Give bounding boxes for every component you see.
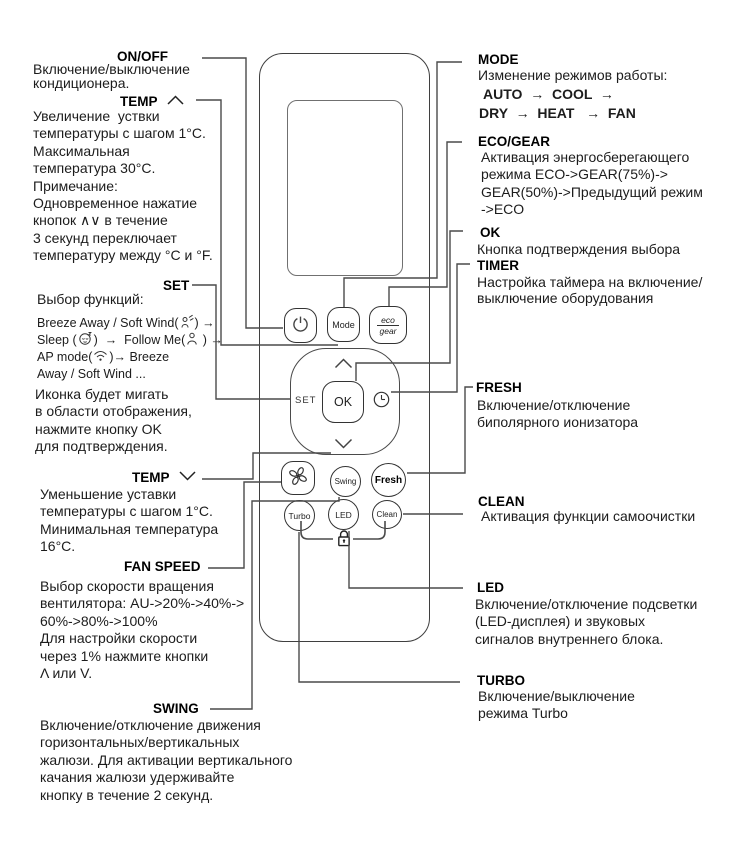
fan-icon <box>287 465 309 492</box>
fresh-description: Включение/отключение биполярного ионизатора <box>477 397 639 431</box>
ok-description: Кнопка подтверждения выбора <box>477 241 681 257</box>
swing-description: Включение/отключение движения горизонтальных/вертикальных жалюзи. Для активации вертикального качания жалюзи удерживайте кнопку в течение 2 секунд. <box>40 717 293 803</box>
set-button-label[interactable]: SET <box>295 395 317 406</box>
timer-clock-icon[interactable] <box>373 391 390 413</box>
ok-heading: OK <box>480 225 501 240</box>
set-sequence-line-3: AP mode( )→ Breeze <box>37 349 170 364</box>
turbo-heading: TURBO <box>477 673 525 688</box>
clean-heading: CLEAN <box>478 494 525 509</box>
turbo-button[interactable]: Turbo <box>284 500 315 531</box>
mode-button[interactable]: Mode <box>327 307 360 342</box>
clean-button[interactable]: Clean <box>372 500 402 529</box>
led-button[interactable]: LED <box>328 499 359 530</box>
eco-gear-button[interactable] <box>369 306 407 344</box>
mode-sequence-1: AUTO → COOL → <box>483 86 614 102</box>
follow-me-person-icon <box>185 331 199 349</box>
remote-display <box>287 100 403 276</box>
dpad-up-icon[interactable] <box>334 356 353 374</box>
power-button[interactable] <box>284 308 317 343</box>
breeze-person-icon <box>179 314 195 332</box>
swing-button[interactable]: Swing <box>330 466 361 497</box>
ok-button[interactable]: OK <box>322 381 364 423</box>
set-sequence-line-4: Away / Soft Wind ... <box>37 366 146 381</box>
swing-heading: SWING <box>153 701 199 716</box>
onoff-heading: ON/OFF <box>117 49 168 64</box>
onoff-description: Включение/выключение кондиционера. <box>33 61 190 91</box>
fresh-button[interactable]: Fresh <box>371 463 406 497</box>
timer-description: Настройка таймера на включение/ выключение оборудования <box>477 274 703 306</box>
temp-down-heading: TEMP <box>132 469 196 485</box>
set-intro: Выбор функций: <box>37 291 144 307</box>
temp-up-heading: TEMP <box>120 93 184 109</box>
set-heading: SET <box>163 278 190 293</box>
set-sequence-line-1: Breeze Away / Soft Wind( ) → <box>37 315 215 330</box>
led-description: Включение/отключение подсветки (LED-дисплея) и звуковых сигналов внутреннего блока. <box>475 596 698 647</box>
fan-speed-heading: FAN SPEED <box>124 559 201 574</box>
mode-intro: Изменение режимов работы: <box>478 67 668 83</box>
mode-heading: MODE <box>478 52 519 67</box>
set-note: Иконка будет мигать в области отображения, нажмите кнопку OK для подтверждения. <box>35 386 192 455</box>
fresh-heading: FRESH <box>476 380 522 395</box>
fan-speed-description: Выбор скорости вращения вентилятора: AU->20%->40%-> 60%->80%->100% Для настройки скорости через 1% нажмите кнопки Λ или V. <box>40 578 245 682</box>
chevron-up-icon <box>167 93 184 108</box>
fan-speed-button[interactable] <box>281 461 315 495</box>
clean-description: Активация функции самоочистки <box>481 508 696 524</box>
dpad-down-icon[interactable] <box>334 436 353 454</box>
eco-gear-description: Активация энергосберегающего режима ECO->GEAR(75%)-> GEAR(50%)->Предыдущий режим ->ECO <box>481 149 703 218</box>
temp-down-description: Уменьшение уставки температуры с шагом 1°C. Минимальная температура 16°C. <box>40 486 219 555</box>
power-icon <box>292 315 309 337</box>
set-sequence-line-2: Sleep ( ) → Follow Me( ) → <box>37 332 223 347</box>
mode-sequence-2: DRY → HEAT → FAN <box>479 105 636 121</box>
temp-up-description: Увеличение уствки температуры с шагом 1°C. Максимальная температура 30°C. Примечание: Одновременное нажатие кнопок ∧∨ в течение 3 секунд переключает температуру между °C и °F. <box>33 108 213 264</box>
wifi-icon <box>92 349 109 365</box>
led-heading: LED <box>477 580 504 595</box>
eco-gear-button-label: eco gear <box>379 314 397 336</box>
lock-icon <box>336 527 352 553</box>
sleep-icon <box>77 331 94 349</box>
timer-heading: TIMER <box>477 258 519 273</box>
chevron-down-icon <box>179 469 196 484</box>
turbo-description: Включение/выключение режима Turbo <box>478 688 635 722</box>
eco-gear-heading: ECO/GEAR <box>478 134 551 149</box>
